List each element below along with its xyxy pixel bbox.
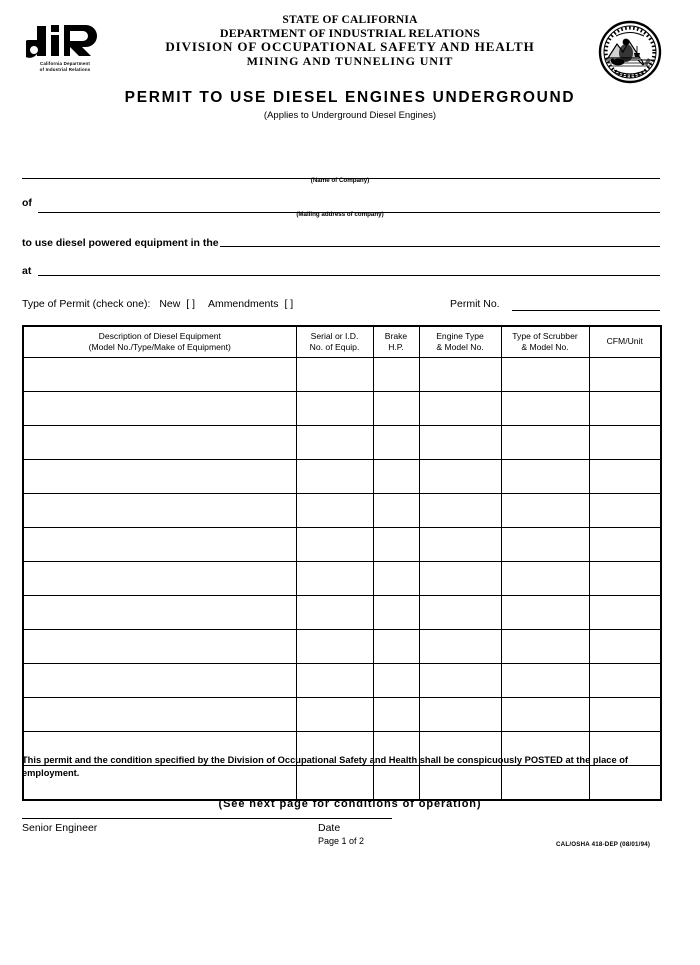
- table-cell[interactable]: [419, 460, 501, 494]
- california-state-seal-icon: [598, 20, 662, 84]
- table-cell[interactable]: [296, 358, 373, 392]
- column-header-serial-id-line2: No. of Equip.: [309, 342, 360, 352]
- column-header-scrubber-type: [501, 326, 589, 358]
- column-header-description-line1: Description of Diesel Equipment: [98, 330, 221, 341]
- table-row: [23, 494, 661, 528]
- table-cell[interactable]: [23, 698, 296, 732]
- table-cell[interactable]: [589, 358, 661, 392]
- column-header-description: [23, 326, 296, 358]
- dir-caption-line-2: of Industrial Relations: [39, 67, 91, 73]
- column-header-description-line2: (Model No./Type/Make of Equipment): [88, 342, 231, 352]
- mailing-address-caption: (Mailing address of company): [296, 211, 384, 218]
- column-header-engine-type-line1: Engine Type: [436, 330, 484, 341]
- table-header-row: [23, 326, 661, 358]
- column-header-brake-hp-line1: Brake: [384, 330, 408, 341]
- table-cell[interactable]: [23, 494, 296, 528]
- company-name-caption: (Name of Company): [310, 177, 370, 184]
- table-cell[interactable]: [501, 426, 589, 460]
- column-header-serial-id: [296, 326, 373, 358]
- table-cell[interactable]: [501, 494, 589, 528]
- table-cell[interactable]: [419, 494, 501, 528]
- agency-header: [0, 14, 700, 68]
- agency-line-division: DIVISION OF OCCUPATIONAL SAFETY AND HEALTH: [165, 39, 535, 55]
- table-cell[interactable]: [419, 392, 501, 426]
- table-cell[interactable]: [373, 596, 419, 630]
- table-row: [23, 460, 661, 494]
- table-cell[interactable]: [296, 562, 373, 596]
- table-cell[interactable]: [373, 392, 419, 426]
- table-cell[interactable]: [589, 392, 661, 426]
- table-cell[interactable]: [296, 528, 373, 562]
- table-cell[interactable]: [589, 460, 661, 494]
- table-cell[interactable]: [296, 460, 373, 494]
- table-cell[interactable]: [589, 528, 661, 562]
- permit-no-group: [450, 298, 500, 310]
- table-cell[interactable]: [296, 664, 373, 698]
- table-cell[interactable]: [373, 664, 419, 698]
- table-cell[interactable]: [501, 664, 589, 698]
- permit-no-rule[interactable]: [512, 310, 660, 311]
- table-cell[interactable]: [23, 358, 296, 392]
- table-row: [23, 596, 661, 630]
- table-cell[interactable]: [419, 698, 501, 732]
- at-label: at: [22, 265, 32, 277]
- table-cell[interactable]: [589, 664, 661, 698]
- table-row: [23, 426, 661, 460]
- table-cell[interactable]: [23, 664, 296, 698]
- table-cell[interactable]: [296, 426, 373, 460]
- posting-notice-before: This permit and the condition specified by the Division of Occupational Safety and Health shall be conspicuously: [22, 755, 525, 765]
- table-cell[interactable]: [373, 698, 419, 732]
- table-cell[interactable]: [419, 562, 501, 596]
- table-row: [23, 562, 661, 596]
- page-number: Page 1 of 2: [317, 836, 365, 846]
- table-cell[interactable]: [373, 562, 419, 596]
- table-cell[interactable]: [419, 528, 501, 562]
- table-cell[interactable]: [23, 426, 296, 460]
- of-label: of: [22, 197, 32, 209]
- table-cell[interactable]: [589, 494, 661, 528]
- table-cell[interactable]: [589, 426, 661, 460]
- table-row: [23, 358, 661, 392]
- table-cell[interactable]: [419, 630, 501, 664]
- table-cell[interactable]: [373, 358, 419, 392]
- table-cell[interactable]: [23, 630, 296, 664]
- table-cell[interactable]: [501, 358, 589, 392]
- table-cell[interactable]: [296, 596, 373, 630]
- table-cell[interactable]: [23, 596, 296, 630]
- agency-line-unit: MINING AND TUNNELING UNIT: [246, 53, 454, 68]
- column-header-cfm-unit: [589, 326, 661, 358]
- table-cell[interactable]: [23, 528, 296, 562]
- column-header-engine-type: [419, 326, 501, 358]
- table-cell[interactable]: [589, 596, 661, 630]
- posting-notice-posted-word: POSTED: [524, 755, 563, 765]
- table-cell[interactable]: [373, 494, 419, 528]
- see-next-page-notice: (See next page for conditions of operation): [218, 798, 482, 810]
- table-cell[interactable]: [373, 460, 419, 494]
- permit-type-label: Type of Permit (check one):: [22, 298, 151, 310]
- dir-caption-line-1: California Department: [39, 61, 91, 66]
- signature-rule[interactable]: [22, 818, 392, 819]
- table-cell[interactable]: [296, 698, 373, 732]
- table-cell[interactable]: [419, 596, 501, 630]
- date-label: Date: [318, 822, 341, 834]
- permit-option-new-label: New: [159, 298, 181, 310]
- table-cell[interactable]: [501, 698, 589, 732]
- table-cell[interactable]: [296, 494, 373, 528]
- column-header-serial-id-line1: Serial or I.D.: [310, 330, 359, 341]
- permit-option-new-checkbox[interactable]: [ ]: [186, 298, 196, 310]
- column-header-scrubber-type-line1: Type of Scrubber: [512, 330, 578, 341]
- permit-option-amendments-label: Ammendments: [207, 298, 279, 310]
- permit-no-label: Permit No.: [450, 298, 500, 310]
- table-cell[interactable]: [296, 392, 373, 426]
- agency-line-state: STATE OF CALIFORNIA: [282, 14, 418, 26]
- form-code: CAL/OSHA 418-DEP (08/01/94): [556, 841, 651, 848]
- table-cell[interactable]: [23, 460, 296, 494]
- table-cell[interactable]: [296, 630, 373, 664]
- posting-notice: [22, 754, 662, 779]
- at-location-rule[interactable]: [38, 275, 660, 276]
- document-title: PERMIT TO USE DIESEL ENGINES UNDERGROUND: [124, 89, 576, 106]
- signature-title-label: Senior Engineer: [22, 822, 98, 834]
- table-cell[interactable]: [419, 664, 501, 698]
- table-cell[interactable]: [419, 426, 501, 460]
- column-header-engine-type-line2: & Model No.: [436, 342, 484, 352]
- table-row: [23, 392, 661, 426]
- diesel-equipment-table: [22, 325, 662, 801]
- column-header-brake-hp: [373, 326, 419, 358]
- document-subtitle: (Applies to Underground Diesel Engines): [263, 110, 437, 121]
- use-equipment-label: to use diesel powered equipment in the: [22, 237, 219, 249]
- table-cell[interactable]: [589, 630, 661, 664]
- table-cell[interactable]: [373, 426, 419, 460]
- use-equipment-rule[interactable]: [220, 246, 660, 247]
- table-cell[interactable]: [501, 528, 589, 562]
- column-header-brake-hp-line2: H.P.: [388, 342, 404, 352]
- posting-notice-after: at the place of employment.: [22, 755, 628, 778]
- table-cell[interactable]: [373, 528, 419, 562]
- table-cell[interactable]: [589, 562, 661, 596]
- table-row: [23, 528, 661, 562]
- table-cell[interactable]: [589, 698, 661, 732]
- table-row: [23, 698, 661, 732]
- table-row: [23, 630, 661, 664]
- table-cell[interactable]: [373, 630, 419, 664]
- table-cell[interactable]: [501, 392, 589, 426]
- agency-line-department: DEPARTMENT OF INDUSTRIAL RELATIONS: [219, 25, 481, 40]
- column-header-scrubber-type-line2: & Model No.: [521, 342, 569, 352]
- table-row: [23, 664, 661, 698]
- table-cell[interactable]: [501, 460, 589, 494]
- table-body: [23, 358, 661, 801]
- table-cell[interactable]: [419, 358, 501, 392]
- permit-option-amendments-checkbox[interactable]: [ ]: [284, 298, 294, 310]
- table-cell[interactable]: [23, 562, 296, 596]
- table-cell[interactable]: [23, 392, 296, 426]
- table-cell[interactable]: [501, 562, 589, 596]
- column-header-cfm-unit-line1: CFM/Unit: [606, 336, 643, 347]
- table-cell[interactable]: [501, 596, 589, 630]
- permit-type-row: [22, 298, 293, 310]
- table-cell[interactable]: [501, 630, 589, 664]
